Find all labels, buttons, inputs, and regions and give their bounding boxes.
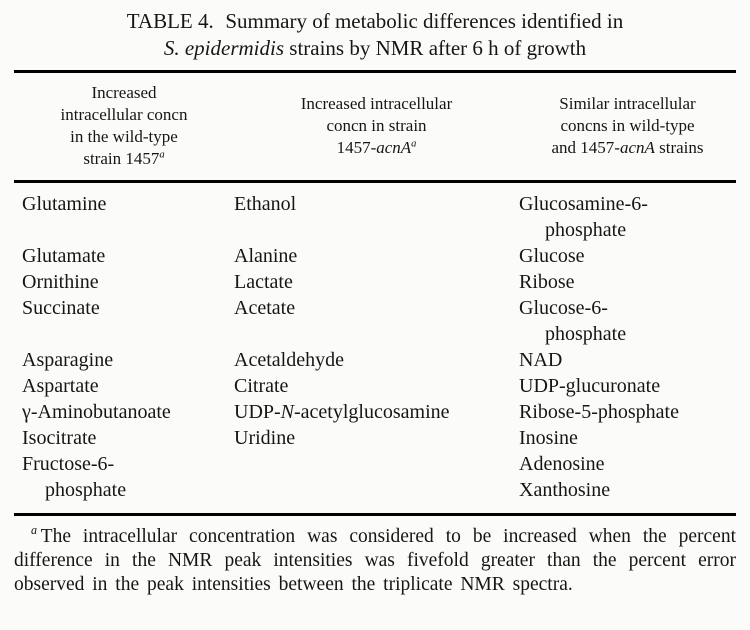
table-caption-part2: strains by NMR after 6 h of growth	[289, 36, 587, 60]
gene-name: acnA	[619, 138, 655, 157]
metabolite-cell: Glutamine	[22, 192, 107, 215]
table-header-row	[14, 73, 736, 180]
table-row	[14, 347, 736, 373]
metabolite-cell: Glucose-6-	[519, 296, 608, 319]
metabolite-cell	[234, 477, 519, 503]
metabolite-cell: Ethanol	[234, 192, 297, 215]
table-title-line1	[14, 8, 736, 35]
metabolite-cell: Xanthosine	[519, 478, 611, 501]
metabolite-cell: Ribose	[519, 270, 575, 293]
header-line: 1457-acnA$^a$	[336, 138, 417, 157]
metabolite-cell-continuation: phosphate	[545, 218, 627, 241]
bottom-rule	[14, 513, 736, 516]
table-row	[14, 477, 736, 503]
metabolite-cell: Ornithine	[22, 270, 99, 293]
metabolite-cell	[14, 217, 234, 243]
column-header-acnA	[234, 93, 519, 159]
metabolite-cell: Citrate	[234, 374, 289, 397]
header-line: Similar intracellular	[559, 94, 696, 113]
species-name: S. epidermidis	[163, 36, 285, 60]
metabolite-cell-continuation: phosphate	[45, 478, 127, 501]
table-row	[14, 295, 736, 321]
metabolite-cell	[234, 217, 519, 243]
metabolite-cell: Uridine	[234, 426, 296, 449]
header-line: strain 1457$^a$	[83, 149, 165, 168]
metabolite-cell: Glucosamine-6-	[519, 192, 648, 215]
metabolite-cell: Glutamate	[22, 244, 106, 267]
metabolite-cell	[234, 321, 519, 347]
metabolite-cell: Fructose-6-	[22, 452, 115, 475]
metabolite-cell: γ-Aminobutanoate	[22, 400, 171, 423]
footnote-marker-a: a	[31, 523, 38, 537]
metabolite-cell: Ribose-5-phosphate	[519, 400, 679, 423]
metabolite-cell: Inosine	[519, 426, 578, 449]
metabolite-cell-continuation: phosphate	[545, 322, 627, 345]
metabolite-cell: Asparagine	[22, 348, 114, 371]
metabolite-cell	[14, 321, 234, 347]
table-footnote	[14, 525, 736, 597]
table-row	[14, 399, 736, 425]
column-header-similar	[519, 93, 736, 159]
gene-name: acnA	[376, 138, 412, 157]
metabolite-cell: Isocitrate	[22, 426, 97, 449]
header-line: intracellular concn	[60, 105, 188, 124]
table-number: TABLE 4.	[126, 9, 214, 33]
footnote-marker-a: a	[411, 138, 417, 150]
metabolite-cell: Alanine	[234, 244, 298, 267]
metabolite-cell: Succinate	[22, 296, 100, 319]
table-row	[14, 321, 736, 347]
metabolite-cell: NAD	[519, 348, 563, 371]
metabolite-cell: Aspartate	[22, 374, 99, 397]
metabolite-cell: Acetaldehyde	[234, 348, 344, 371]
header-line: and 1457-acnA strains	[551, 138, 704, 157]
metabolite-cell: UDP-N-acetylglucosamine	[234, 400, 450, 423]
table-row	[14, 269, 736, 295]
metabolite-cell: Glucose	[519, 244, 585, 267]
table-row	[14, 243, 736, 269]
table-row	[14, 373, 736, 399]
table-title	[14, 8, 736, 62]
header-line: concn in strain	[326, 116, 427, 135]
table-body	[14, 183, 736, 513]
metabolite-cell	[234, 451, 519, 477]
table-title-line2	[14, 35, 736, 62]
italic-N: N	[280, 400, 295, 423]
table-row	[14, 191, 736, 217]
header-line: Increased	[91, 83, 157, 102]
table-row	[14, 425, 736, 451]
table-row	[14, 217, 736, 243]
footnote-text: The intracellular concentration was considered to be increased when the percent difference in the NMR peak intensities was fivefold greater than the percent error observed in the peak intensities between the triplicate NMR spectra.	[14, 525, 736, 595]
header-line: concns in wild-type	[560, 116, 695, 135]
metabolite-cell: Acetate	[234, 296, 296, 319]
column-header-wildtype	[14, 82, 234, 170]
metabolite-cell: Adenosine	[519, 452, 605, 475]
header-line: in the wild-type	[70, 127, 178, 146]
metabolite-cell: UDP-glucuronate	[519, 374, 661, 397]
table-caption-part1: Summary of metabolic differences identified in	[225, 9, 624, 33]
metabolite-cell: Lactate	[234, 270, 293, 293]
header-line: Increased intracellular	[300, 94, 453, 113]
table-row	[14, 451, 736, 477]
footnote-marker-a: a	[159, 149, 165, 161]
